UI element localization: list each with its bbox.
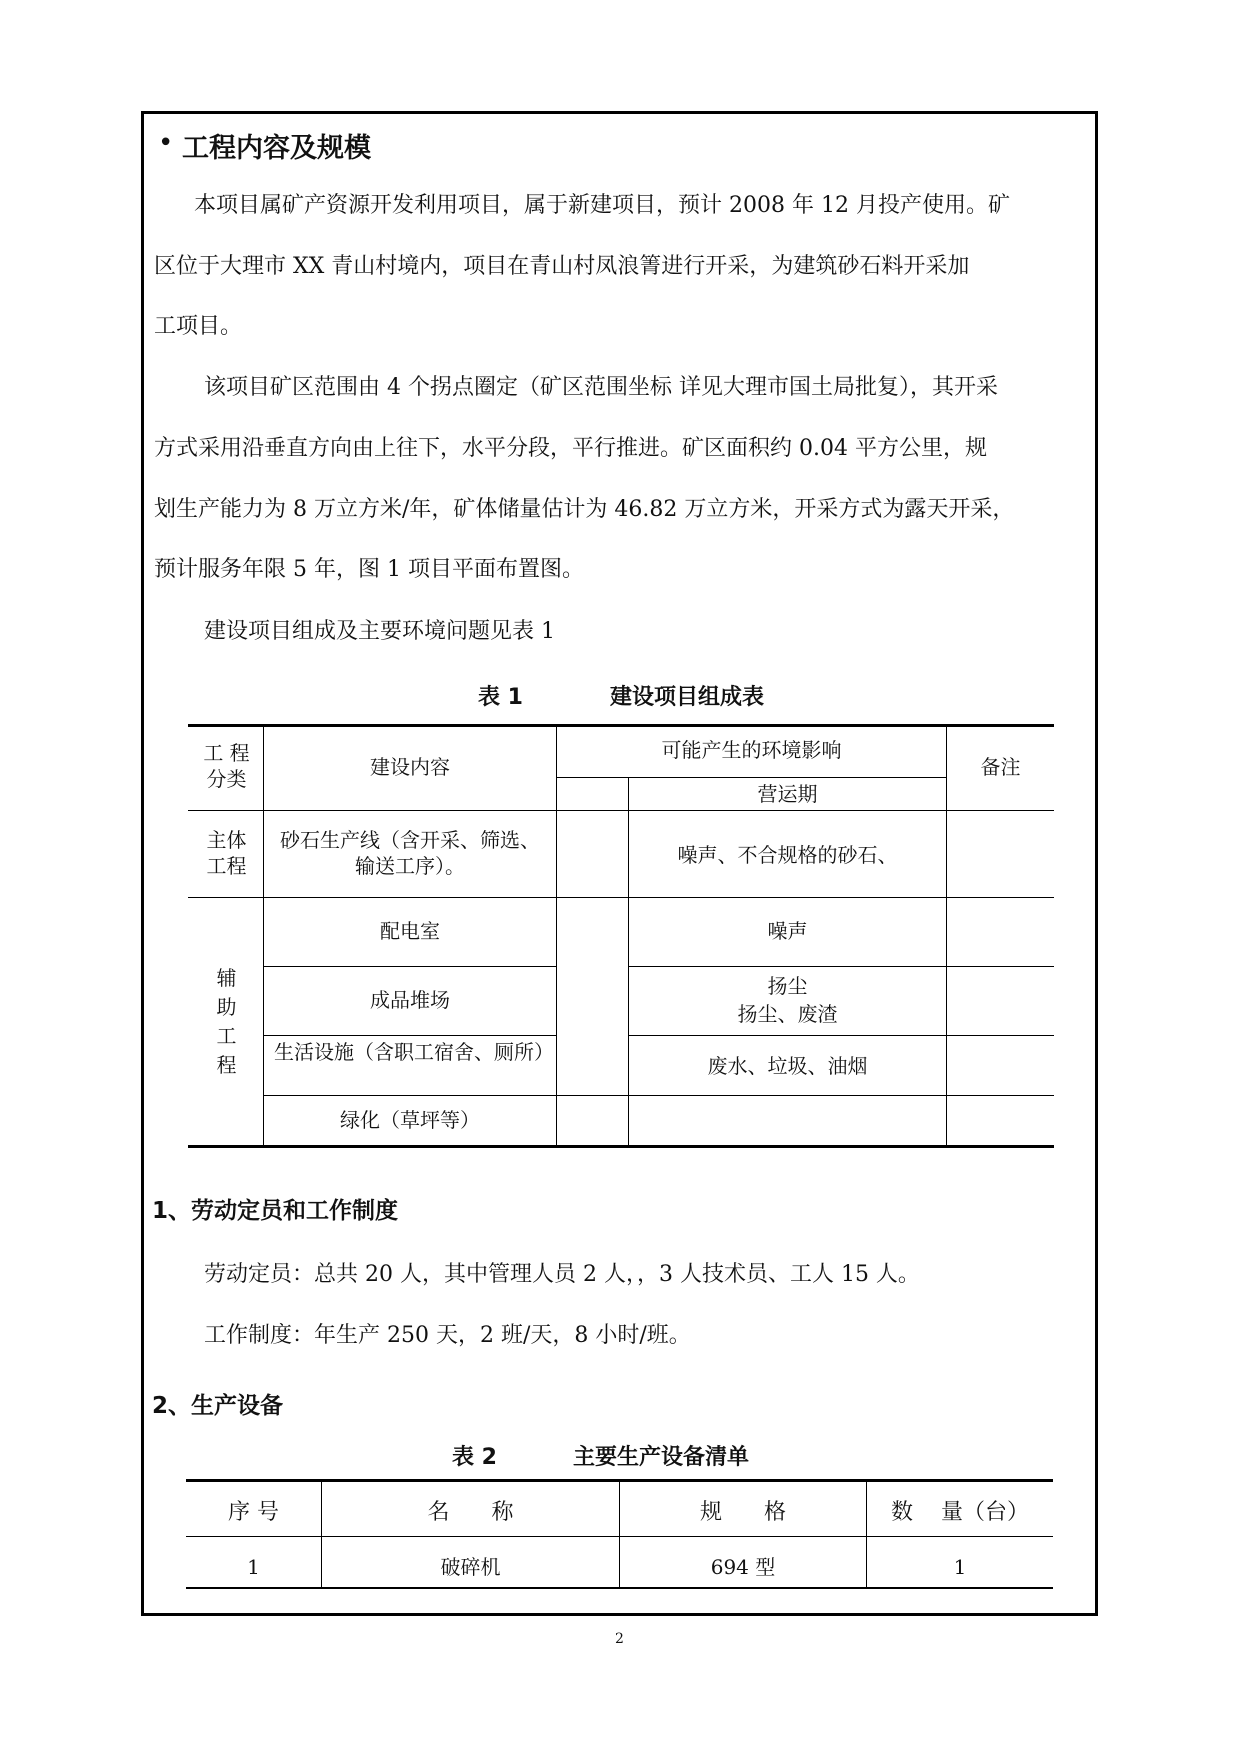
paragraph-1-line-3: 工项目。 — [154, 314, 243, 339]
table2-header-qty: 数 量（台） — [891, 1500, 1029, 1525]
schedule-text: 工作制度：年生产 250 天，2 班/天，8 小时/班。 — [204, 1323, 691, 1348]
table1-row2-content: 成品堆场 — [370, 988, 450, 1012]
paragraph-1-line-1: 本项目属矿产资源开发利用项目，属于新建项目，预计 2008 年 12 月投产使用。矿 — [194, 193, 1010, 218]
table1-main-content: 砂石生产线（含开采、筛选、输送工序）。 — [280, 828, 540, 878]
table2-header-spec: 规 格 — [700, 1500, 786, 1525]
table1-main-impact: 噪声、不合规格的砂石、 — [677, 843, 898, 867]
table1-header-operation: 营运期 — [757, 782, 818, 806]
section-title: 工程内容及规模 — [182, 133, 371, 164]
table1-header-rule — [188, 810, 1054, 811]
table1-row3-content: 生活设施（含职工宿舍、厕所） — [274, 1040, 554, 1064]
paragraph-1-line-2: 区位于大理市 XX 青山村境内，项目在青山村凤浪箐进行开采，为建筑砂石料开采加 — [154, 254, 970, 279]
table2-header-name: 名 称 — [427, 1500, 514, 1525]
table2-row1-no: 1 — [247, 1555, 260, 1579]
table1-row2-impact: 扬尘 扬尘、废渣 — [737, 974, 838, 1026]
table1-header-subrule — [556, 777, 947, 778]
table1-header-impact: 可能产生的环境影响 — [661, 738, 842, 762]
table1-row1-impact: 噪声 — [767, 919, 808, 943]
table1-row-rule — [264, 966, 557, 967]
paragraph-2-line-1: 该项目矿区范围由 4 个拐点圈定（矿区范围坐标 详见大理市国土局批复），其开采 — [204, 375, 998, 400]
table1-row-rule — [264, 1095, 1054, 1096]
table1-row4-content: 绿化（草坪等） — [340, 1108, 480, 1132]
table1-header-content: 建设内容 — [370, 755, 450, 779]
table1-caption-title: 建设项目组成表 — [610, 685, 765, 710]
section-2-title: 2、生产设备 — [152, 1393, 284, 1419]
table1-row3-impact: 废水、垃圾、油烟 — [707, 1054, 868, 1078]
table2-header-no: 序 号 — [228, 1500, 279, 1525]
table2-row1-spec: 694 型 — [710, 1555, 776, 1579]
table1-bottom-rule — [188, 1145, 1054, 1148]
table1-row-rule — [264, 1035, 557, 1036]
table1-caption-number: 表 1 — [478, 685, 523, 710]
table1-main-category: 主体 工程 — [206, 828, 247, 878]
paragraph-2-line-3: 划生产能力为 8 万立方米/年，矿体储量估计为 46.82 万立方米，开采方式为露天开采， — [154, 497, 1015, 522]
section-1-title: 1、劳动定员和工作制度 — [152, 1198, 399, 1224]
table1-row-rule — [188, 897, 1054, 898]
page-number: 2 — [615, 1631, 624, 1647]
table1-row1-content: 配电室 — [380, 919, 440, 943]
table2-row1-name: 破碎机 — [440, 1555, 501, 1579]
paragraph-2-line-4: 预计服务年限 5 年，图 1 项目平面布置图。 — [154, 557, 584, 582]
table1-row-rule — [629, 966, 1054, 967]
staffing-text: 劳动定员：总共 20 人，其中管理人员 2 人，，3 人技术员、工人 15 人。 — [204, 1262, 920, 1287]
table2-caption-number: 表 2 — [452, 1445, 497, 1470]
table1-row-rule — [629, 1035, 1054, 1036]
table1-col-rule — [556, 724, 557, 1147]
table2-row1-qty: 1 — [953, 1555, 967, 1579]
table1-col-rule — [946, 724, 947, 1147]
paragraph-2-line-2: 方式采用沿垂直方向由上往下，水平分段，平行推进。矿区面积约 0.04 平方公里，规 — [154, 436, 987, 461]
table1-header-category: 工 程 分类 — [203, 741, 250, 791]
table1-aux-category: 辅 助 工 程 — [216, 966, 237, 1077]
table1-col-rule — [628, 777, 629, 1147]
paragraph-3: 建设项目组成及主要环境问题见表 1 — [204, 619, 555, 644]
table1-header-remark: 备注 — [980, 755, 1021, 779]
section-bullet: • — [158, 128, 174, 158]
table1-top-rule — [188, 724, 1054, 727]
table2-caption-title: 主要生产设备清单 — [573, 1445, 750, 1470]
